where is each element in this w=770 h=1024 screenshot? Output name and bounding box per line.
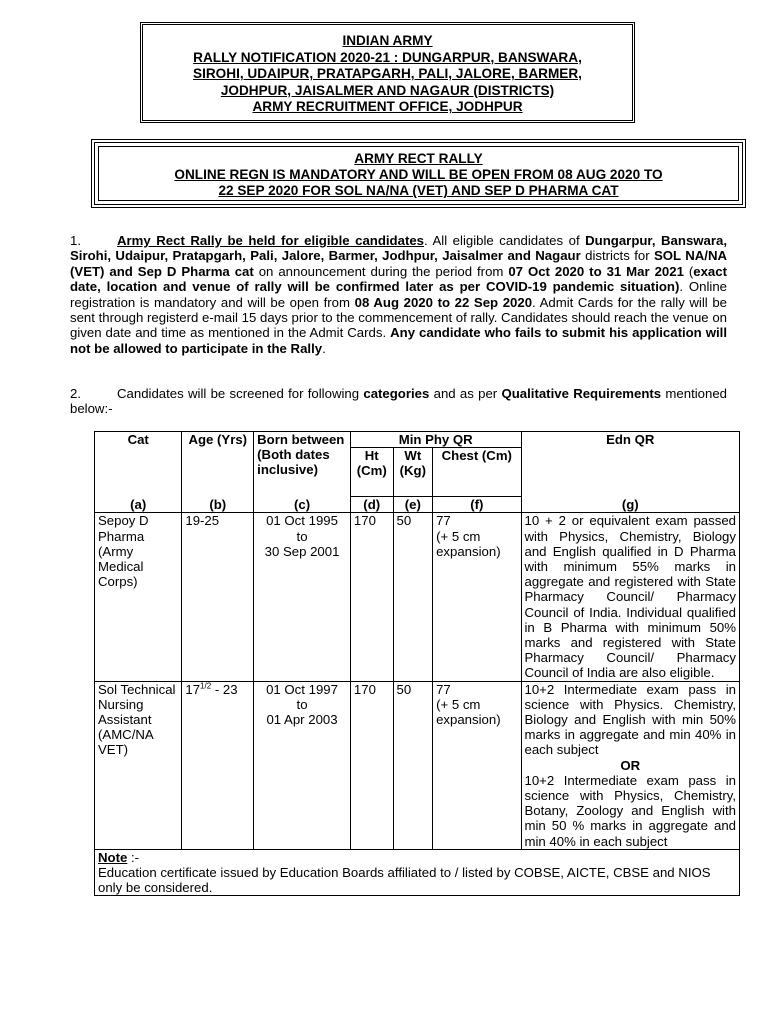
row1-age: 19-25 bbox=[182, 513, 254, 681]
header-ht: Ht (Cm) bbox=[350, 448, 393, 497]
row2-edn-option-a: 10+2 Intermediate exam pass in science with Physics. Chemistry, Biology and English with min 50% marks in aggregate and min 40% in each subject bbox=[524, 681, 736, 758]
header-line-2: RALLY NOTIFICATION 2020-21 : DUNGARPUR, BANSWARA, bbox=[193, 49, 582, 65]
row2-born-from: 01 Oct 1997 bbox=[266, 681, 338, 697]
header-line-5: ARMY RECRUITMENT OFFICE, JODHPUR bbox=[252, 99, 523, 115]
rally-line-2: ONLINE REGN IS MANDATORY AND WILL BE OPEN FROM 08 AUG 2020 TO bbox=[174, 167, 663, 183]
row1-born bbox=[254, 513, 351, 681]
col-letter-b: (b) bbox=[182, 497, 254, 513]
para2-categories-word: categories bbox=[363, 386, 430, 401]
para1-number: 1. bbox=[70, 233, 81, 248]
row2-edn-or: OR bbox=[620, 757, 641, 773]
para1-text: . Online registration is mandatory and will be open from bbox=[70, 279, 727, 310]
row2-chest-expansion: (+ 5 cm expansion) bbox=[436, 696, 501, 728]
para1-heading: Army Rect Rally be held for eligible candidates bbox=[117, 233, 425, 248]
table-letter-row bbox=[95, 497, 740, 513]
para1-text: on announcement during the period from bbox=[253, 263, 509, 279]
para1-text: districts for bbox=[580, 248, 654, 264]
paragraph-1 bbox=[70, 233, 727, 356]
col-letter-a: (a) bbox=[95, 497, 182, 513]
row2-born bbox=[254, 681, 351, 849]
note-colon: :- bbox=[127, 849, 140, 865]
table-row bbox=[95, 681, 740, 849]
para1-text: . Admit Cards for the rally will be sent through registerd e-mail 15 days prior to the commencement of rally. Candidates should reach the venue on given date and time as mentioned in the Admit Cards. bbox=[70, 294, 727, 341]
row2-age-fraction: 1/2 bbox=[200, 681, 212, 691]
para1-rally-period: 07 Oct 2020 to 31 Mar 2021 bbox=[508, 263, 684, 279]
table-header-row bbox=[95, 432, 740, 448]
paragraph-2 bbox=[70, 386, 727, 417]
note-label: Note bbox=[98, 849, 128, 865]
row2-chest-value: 77 bbox=[436, 681, 451, 697]
row2-ht: 170 bbox=[350, 681, 393, 849]
row2-edn bbox=[521, 681, 740, 849]
row1-edn: 10 + 2 or equivalent exam passed with Physics, Chemistry, Biology and English qualified in D Pharma with minimum 55% marks in aggregate and registered with State Pharmacy Council/ Pharmacy Council of India. Individual qualified in B Pharma with minimum 50% marks and registered with State Pharmacy Council/ Pharmacy Council of India are also eligible. bbox=[521, 513, 740, 681]
para2-number: 2. bbox=[70, 386, 81, 401]
row2-age-base: 17 bbox=[185, 681, 201, 697]
note-cell bbox=[95, 849, 740, 896]
row2-born-to-word: to bbox=[296, 696, 308, 712]
header-chest: Chest (Cm) bbox=[433, 448, 521, 497]
para2-qr-word: Qualitative Requirements bbox=[501, 386, 662, 401]
header-born: Born between (Both dates inclusive) bbox=[254, 432, 351, 497]
row1-chest bbox=[433, 513, 521, 681]
row2-cat: Sol Technical Nursing Assistant (AMC/NA VET) bbox=[95, 681, 182, 849]
col-letter-f: (f) bbox=[433, 497, 521, 513]
rally-line-3: 22 SEP 2020 FOR SOL NA/NA (VET) AND SEP D PHARMA CAT bbox=[218, 183, 619, 199]
row2-edn-option-b: 10+2 Intermediate exam pass in science with Physics, Chemistry, Botany, Zoology and English with min 50 % marks in aggregate and min 40% in each subject bbox=[524, 772, 736, 849]
para1-text: . All eligible candidates of bbox=[424, 233, 586, 248]
para1-text: . bbox=[322, 340, 326, 356]
header-line-1: INDIAN ARMY bbox=[342, 33, 433, 48]
header-cat: Cat bbox=[95, 432, 182, 497]
para2-text: mentioned below:- bbox=[70, 386, 728, 417]
row1-wt: 50 bbox=[393, 513, 433, 681]
qualitative-requirements-table bbox=[94, 431, 740, 896]
row2-born-to: 01 Apr 2003 bbox=[266, 712, 338, 728]
header-line-4: JODHPUR, JAISALMER AND NAGAUR (DISTRICTS) bbox=[220, 82, 555, 98]
row1-cat: Sepoy D Pharma (Army Medical Corps) bbox=[95, 513, 182, 681]
row1-chest-value: 77 bbox=[436, 513, 451, 529]
col-letter-d: (d) bbox=[350, 497, 393, 513]
para1-districts: Dungarpur, Banswara, Sirohi, Udaipur, Pratapgarh, Pali, Jalore, Barmer, Jodhpur, Jaisalmer and Nagaur bbox=[70, 233, 728, 264]
row2-chest bbox=[433, 681, 521, 849]
header-age: Age (Yrs) bbox=[182, 432, 254, 497]
para1-warning: Any candidate who fails to submit his application will not be allowed to participate in the Rally bbox=[70, 325, 727, 356]
para1-text: ( bbox=[683, 263, 694, 279]
notification-header-box bbox=[140, 22, 635, 123]
row1-born-to: 30 Sep 2001 bbox=[264, 543, 340, 559]
table-note-row bbox=[95, 849, 740, 896]
row1-chest-expansion: (+ 5 cm expansion) bbox=[436, 528, 501, 559]
col-letter-c: (c) bbox=[254, 497, 351, 513]
para2-text: and as per bbox=[429, 386, 502, 401]
rally-line-1: ARMY RECT RALLY bbox=[354, 151, 483, 166]
row1-born-from: 01 Oct 1995 bbox=[266, 513, 338, 529]
para1-categories: SOL NA/NA (VET) and Sep D Pharma cat bbox=[70, 248, 727, 279]
header-wt: Wt (Kg) bbox=[393, 448, 433, 497]
col-letter-e: (e) bbox=[393, 497, 433, 513]
row1-born-to-word: to bbox=[296, 528, 308, 544]
para2-text: Candidates will be screened for following bbox=[117, 386, 364, 401]
note-text: Education certificate issued by Education Boards affiliated to / listed by COBSE, AICTE, CBSE and NIOS only be considered. bbox=[98, 865, 711, 896]
para1-registration-dates: 08 Aug 2020 to 22 Sep 2020 bbox=[354, 294, 533, 310]
row2-age bbox=[182, 681, 254, 849]
table-row bbox=[95, 513, 740, 681]
col-letter-g: (g) bbox=[521, 497, 740, 513]
header-edn-qr: Edn QR bbox=[521, 432, 740, 497]
header-line-3: SIROHI, UDAIPUR, PRATAPGARH, PALI, JALORE, BARMER, bbox=[193, 66, 582, 82]
row2-age-rest: - 23 bbox=[211, 681, 238, 697]
rally-registration-box bbox=[91, 139, 746, 208]
header-min-phy-qr: Min Phy QR bbox=[350, 432, 521, 448]
row2-wt: 50 bbox=[393, 681, 433, 849]
row1-ht: 170 bbox=[350, 513, 393, 681]
para1-covid-note: exact date, location and venue of rally will be confirmed later as per COVID-19 pandemic situation) bbox=[70, 263, 727, 295]
